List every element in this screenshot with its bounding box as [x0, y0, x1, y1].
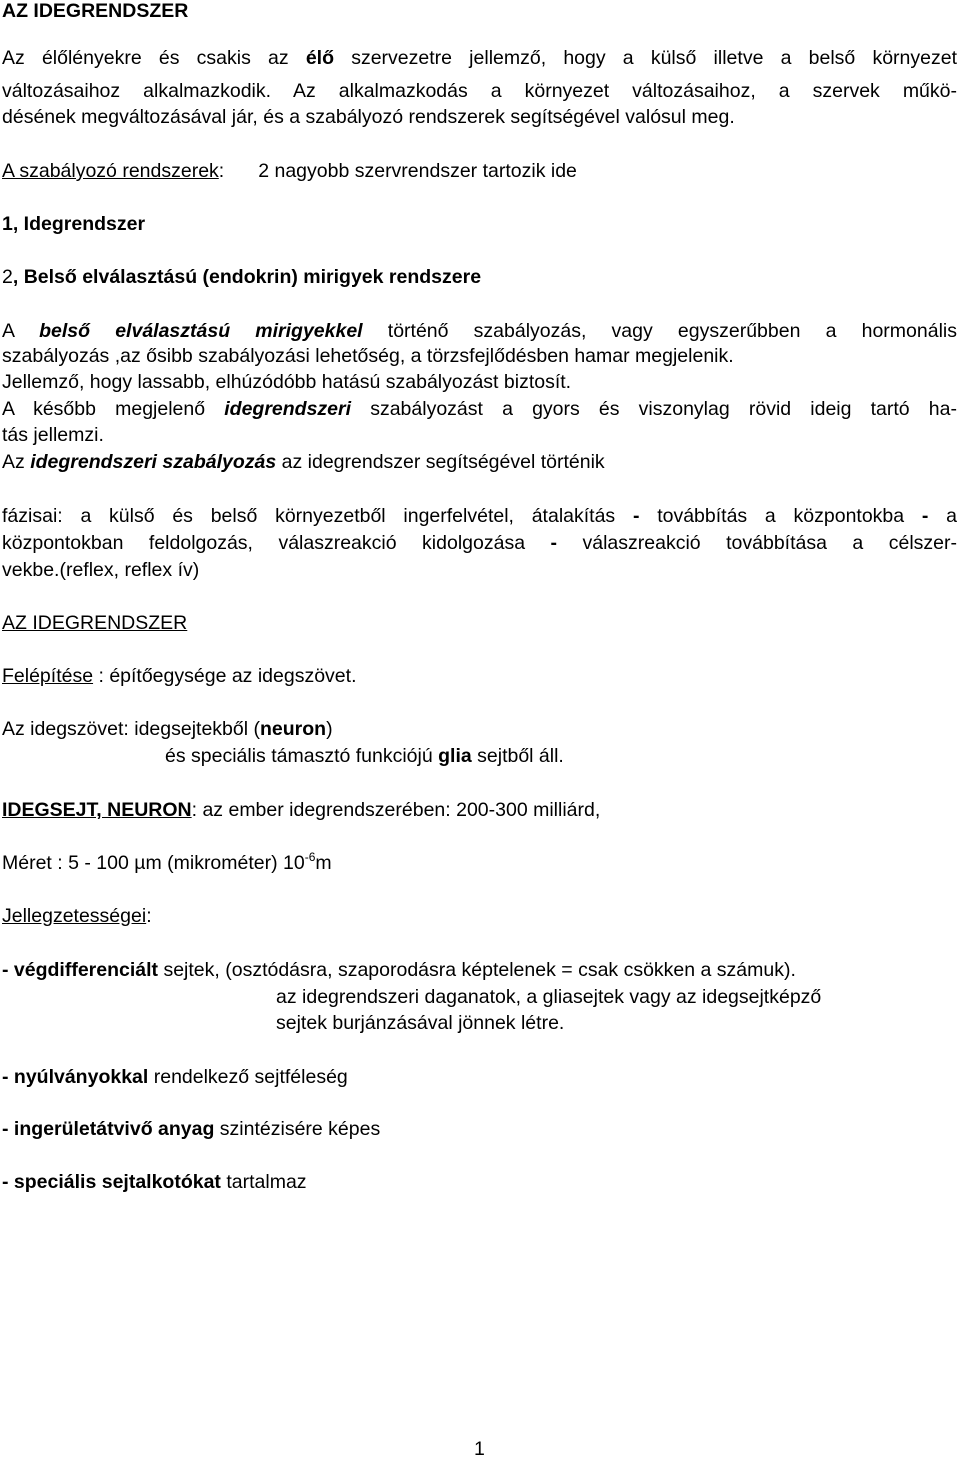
feature-3: - ingerületátvivő anyag szintézisére képes [2, 1118, 381, 1140]
phases-line-3: vekbe.(reflex, reflex ív) [2, 559, 200, 581]
neuron-line: IDEGSEJT, NEURON: az ember idegrendszerében: 200-300 milliárd, [2, 799, 601, 821]
section-heading: AZ IDEGRENDSZER [2, 612, 188, 634]
feature-1-note-1: az idegrendszeri daganatok, a gliasejtek vagy az idegsejtképző [276, 986, 822, 1008]
features-heading: Jellegzetességei: [2, 905, 152, 927]
endocrine-line-5: tás jellemzi. [2, 424, 104, 446]
feature-4: - speciális sejtalkotókat tartalmaz [2, 1171, 307, 1193]
endocrine-line-1: A belső elválasztású mirigyekkel történő szabályozás, vagy egyszerűbben a hormonális [2, 320, 957, 342]
item-endocrine-system: 2, Belső elválasztású (endokrin) mirigyek rendszere [2, 266, 482, 288]
tissue-line-2: és speciális támasztó funkciójú glia sejtből áll. [165, 745, 564, 767]
phases-line-2: központokban feldolgozás, válaszreakció kidolgozása - válaszreakció továbbítása a célszer- [2, 532, 957, 554]
endocrine-line-4: A később megjelenő idegrendszeri szabályozást a gyors és viszonylag rövid ideig tartó ha- [2, 398, 957, 420]
endocrine-line-3: Jellemző, hogy lassabb, elhúzódóbb hatású szabályozást biztosít. [2, 371, 572, 393]
size-line: Méret : 5 - 100 µm (mikrométer) $10^{-6}m$ [2, 850, 332, 874]
feature-2: - nyúlványokkal rendelkező sejtféleség [2, 1066, 348, 1088]
intro-line-2: változásaihoz alkalmazkodik. Az alkalmazkodás a környezet változásaihoz, a szervek műkö- [2, 80, 957, 102]
endocrine-line-6: Az idegrendszeri szabályozás az idegrendszer segítségével történik [2, 451, 605, 473]
item-nervous-system: 1, Idegrendszer [2, 213, 146, 235]
intro-line-3: désének megváltozásával jár, és a szabályozó rendszerek segítségével valósul meg. [2, 106, 735, 128]
page-number: 1 [474, 1438, 485, 1460]
tissue-line-1: Az idegszövet: idegsejtekből (neuron) [2, 718, 333, 740]
structure-line: Felépítése : építőegysége az idegszövet. [2, 665, 357, 687]
endocrine-line-2: szabályozás ,az ősibb szabályozási lehetőség, a törzsfejlődésben hamar megjelenik. [2, 345, 734, 367]
phases-line-1: fázisai: a külső és belső környezetből ingerfelvétel, átalakítás - továbbítás a központokba - a [2, 505, 957, 527]
regulatory-systems-line: A szabályozó rendszerek: 2 nagyobb szervrendszer tartozik ide [2, 160, 577, 182]
intro-line-1: Az élőlényekre és csakis az élő szervezetre jellemző, hogy a külső illetve a belső környezet [2, 47, 957, 69]
feature-1: - végdifferenciált sejtek, (osztódásra, szaporodásra képtelenek = csak csökken a számuk). [2, 959, 796, 981]
feature-1-note-2: sejtek burjánzásával jönnek létre. [276, 1012, 565, 1034]
document-title: AZ IDEGRENDSZER [2, 0, 189, 22]
